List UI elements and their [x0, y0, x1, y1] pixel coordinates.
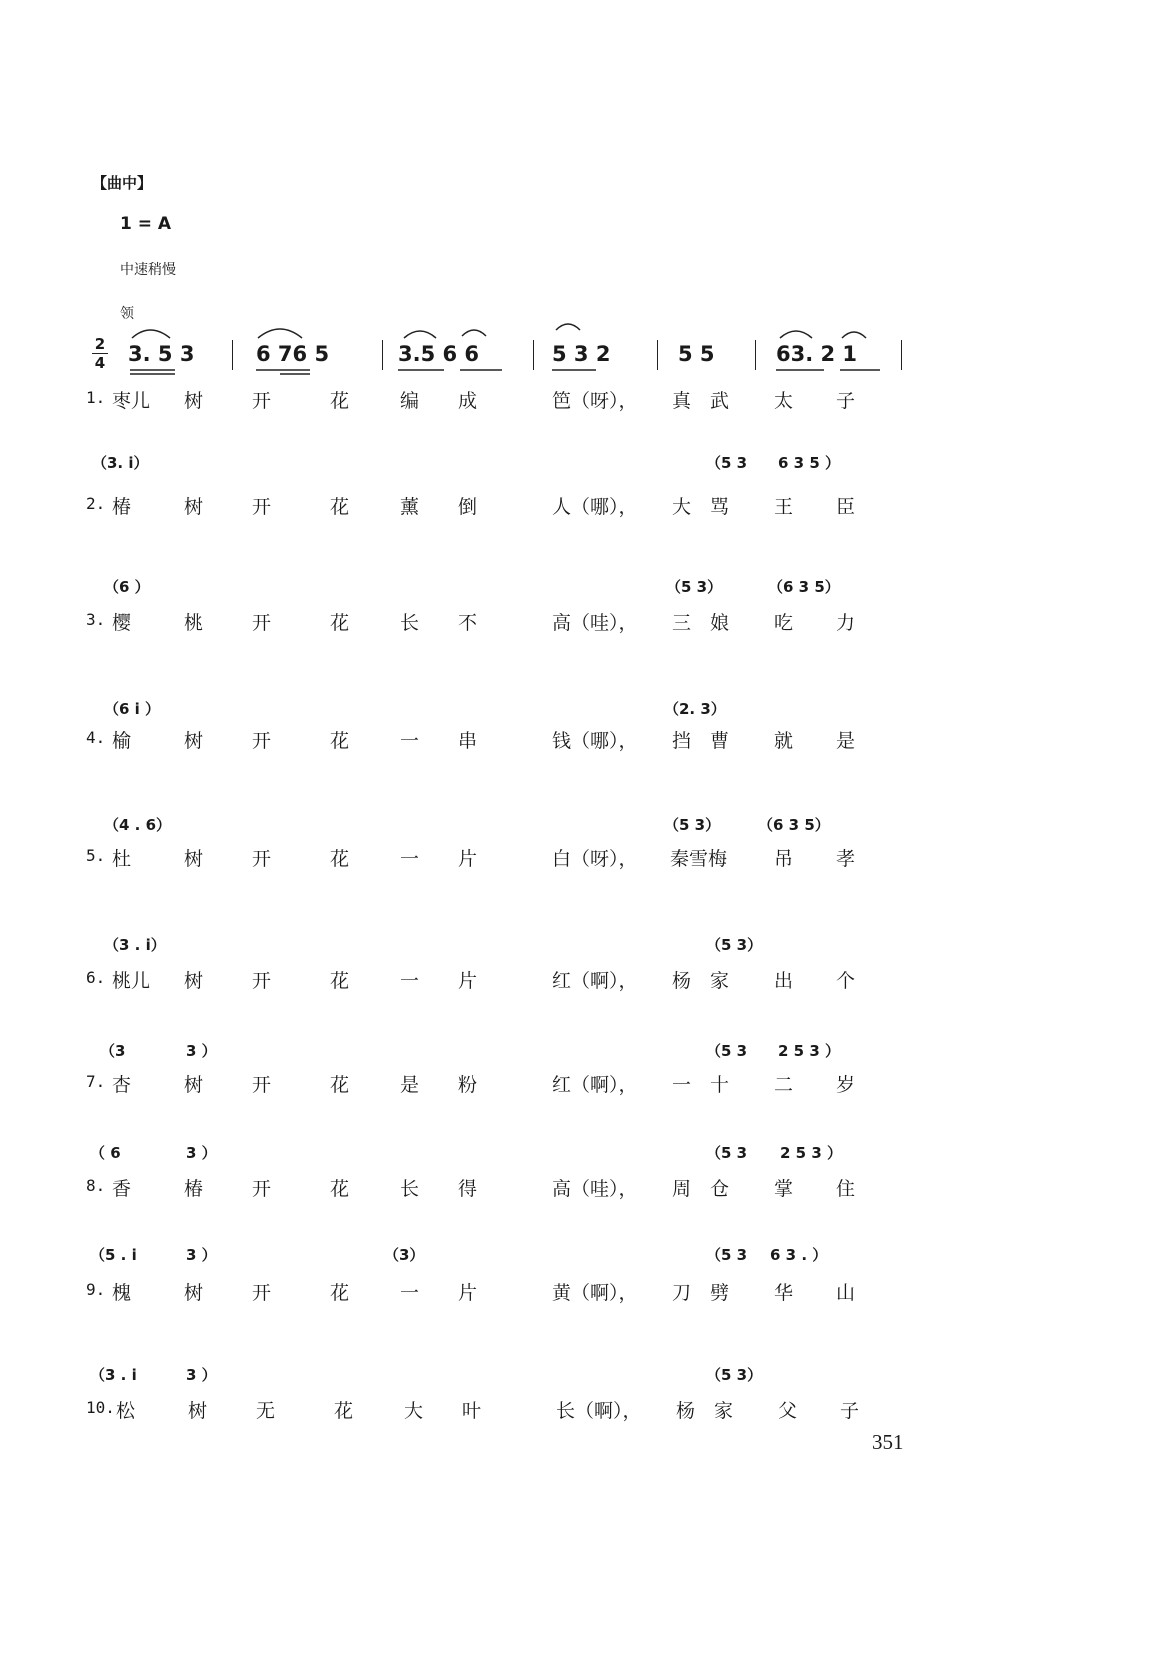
lyric-word: 三 — [672, 612, 692, 634]
page-number: 351 — [872, 1430, 904, 1454]
measure-6: 63. 2 1 — [776, 342, 858, 366]
lyric-word: 真 — [672, 390, 692, 412]
lyric-word: 住 — [836, 1178, 856, 1200]
lyric-word: 长（啊）， — [556, 1400, 642, 1422]
lyric-word: 开 — [252, 1178, 272, 1200]
fill-notation: 2 5 3 ） — [778, 1042, 840, 1060]
lyric-word: 武 — [710, 390, 730, 412]
fill-notation: （5 3） — [706, 1366, 763, 1384]
lyric-word: 开 — [252, 612, 272, 634]
lyric-word: 华 — [774, 1282, 794, 1304]
lyric-word: 娘 — [710, 612, 730, 634]
lyric-word: 杨 — [672, 970, 692, 992]
fill-notation: （2. 3） — [664, 700, 726, 718]
verse-number: 6. — [86, 968, 106, 987]
lyric-word: 吃 — [774, 612, 794, 634]
lyric-word: 长 — [400, 1178, 420, 1200]
fill-notation: （5 3） — [664, 816, 721, 834]
lyric-word: 红（啊）， — [552, 970, 638, 992]
fill-notation: （6 i ） — [104, 700, 161, 718]
lyric-word: 花 — [330, 1282, 350, 1304]
lyric-word: 成 — [458, 390, 478, 412]
key-signature: 1 = A — [120, 214, 172, 234]
lyric-word: 薰 — [400, 496, 420, 518]
lead-marking: 领 — [120, 306, 134, 322]
lyric-word: 开 — [252, 390, 272, 412]
fill-notation: （ 6 — [90, 1144, 121, 1162]
fill-notation: 3 ） — [186, 1042, 217, 1060]
lyric-word: 枣儿 — [112, 390, 151, 412]
lyric-word: 岁 — [836, 1074, 856, 1096]
fill-notation: （3 . i） — [104, 936, 166, 954]
lyric-word: 桃 — [184, 612, 204, 634]
lyric-word: 一 — [400, 848, 420, 870]
lyric-word: 花 — [330, 496, 350, 518]
lyric-word: 孝 — [836, 848, 856, 870]
lyric-word: 王 — [774, 496, 794, 518]
measure-1: 3. 5 3 — [128, 342, 195, 366]
lyric-word: 山 — [836, 1282, 856, 1304]
lyric-word: 太 — [774, 390, 794, 412]
verse-number: 9. — [86, 1280, 106, 1299]
fill-notation: （3 — [100, 1042, 126, 1060]
lyric-word: 吊 — [774, 848, 794, 870]
lyric-word: 周 — [672, 1178, 692, 1200]
section-heading: 【曲中】 — [92, 174, 153, 192]
lyric-word: 花 — [330, 390, 350, 412]
lyric-word: 粉 — [458, 1074, 478, 1096]
lyric-word: 开 — [252, 1282, 272, 1304]
lyric-word: 开 — [252, 1074, 272, 1096]
verse-number: 1. — [86, 388, 106, 407]
lyric-word: 一 — [400, 1282, 420, 1304]
lyric-word: 树 — [184, 496, 204, 518]
lyric-word: 树 — [184, 730, 204, 752]
verse-number: 8. — [86, 1176, 106, 1195]
lyric-word: 臣 — [836, 496, 856, 518]
verse-number: 3. — [86, 610, 106, 629]
lyric-word: 开 — [252, 848, 272, 870]
lyric-word: 笆（呀）， — [552, 390, 638, 412]
lyric-word: 桃儿 — [112, 970, 151, 992]
lyric-word: 倒 — [458, 496, 478, 518]
time-signature-bottom: 4 — [94, 354, 106, 372]
verse-number: 10. — [86, 1398, 115, 1417]
lyric-word: 编 — [400, 390, 420, 412]
lyric-word: 掌 — [774, 1178, 794, 1200]
lyric-word: 开 — [252, 970, 272, 992]
lyric-word: 是 — [836, 730, 856, 752]
fill-notation: （5 3 — [706, 1246, 748, 1264]
fill-notation: （3 . i — [90, 1366, 137, 1384]
lyric-word: 人（哪）， — [552, 496, 638, 518]
lyric-word: 花 — [330, 848, 350, 870]
lyric-word: 树 — [184, 848, 204, 870]
lyric-word: 花 — [330, 1178, 350, 1200]
lyric-word: 串 — [458, 730, 478, 752]
verse-number: 7. — [86, 1072, 106, 1091]
fill-notation: （6 ） — [104, 578, 150, 596]
verse-number: 4. — [86, 728, 106, 747]
lyric-word: 开 — [252, 496, 272, 518]
fill-notation: （5 3） — [706, 936, 763, 954]
time-signature-top: 2 — [94, 335, 106, 353]
lyric-word: 劈 — [710, 1282, 730, 1304]
lyric-word: 秦雪梅 — [670, 848, 728, 870]
fill-notation: 2 5 3 ） — [780, 1144, 842, 1162]
lyric-word: 杏 — [112, 1074, 132, 1096]
lyric-word: 刀 — [672, 1282, 692, 1304]
lyric-word: 树 — [184, 390, 204, 412]
lyric-word: 树 — [184, 970, 204, 992]
lyric-word: 十 — [710, 1074, 730, 1096]
lyric-word: 松 — [116, 1400, 136, 1422]
lyric-word: 大 — [672, 496, 692, 518]
fill-notation: （5 3 — [706, 1042, 748, 1060]
fill-notation: 3 ） — [186, 1246, 217, 1264]
fill-notation: （5 . i — [90, 1246, 137, 1264]
lyric-word: 榆 — [112, 730, 132, 752]
lyric-word: 钱（哪）， — [552, 730, 638, 752]
lyric-word: 父 — [778, 1400, 798, 1422]
fill-notation: （5 3 — [706, 1144, 748, 1162]
lyric-word: 子 — [836, 390, 856, 412]
measure-2: 6 76 5 — [256, 342, 330, 366]
lyric-word: 树 — [188, 1400, 208, 1422]
lyric-word: 出 — [774, 970, 794, 992]
lyric-word: 白（呀）， — [552, 848, 638, 870]
fill-notation: （6 3 5） — [758, 816, 830, 834]
lyric-word: 一 — [672, 1074, 692, 1096]
lyric-word: 椿 — [184, 1178, 204, 1200]
lyric-word: 不 — [458, 612, 478, 634]
lyric-word: 高（哇）， — [552, 612, 638, 634]
lyric-word: 个 — [836, 970, 856, 992]
fill-notation: （6 3 5） — [768, 578, 840, 596]
lyric-word: 二 — [774, 1074, 794, 1096]
lyric-word: 树 — [184, 1282, 204, 1304]
lyric-word: 杨 — [676, 1400, 696, 1422]
fill-notation: （3. i） — [92, 454, 149, 472]
lyric-word: 香 — [112, 1178, 132, 1200]
lyric-word: 得 — [458, 1178, 478, 1200]
lyric-word: 开 — [252, 730, 272, 752]
lyric-word: 无 — [256, 1400, 276, 1422]
lyric-word: 槐 — [112, 1282, 132, 1304]
lyric-word: 骂 — [710, 496, 730, 518]
lyric-word: 叶 — [462, 1400, 482, 1422]
lyric-word: 家 — [710, 970, 730, 992]
lyric-word: 樱 — [112, 612, 132, 634]
fill-notation: 3 ） — [186, 1366, 217, 1384]
lyric-word: 曹 — [710, 730, 730, 752]
lyric-word: 花 — [330, 1074, 350, 1096]
lyric-word: 花 — [334, 1400, 354, 1422]
lyric-word: 就 — [774, 730, 794, 752]
lyric-word: 片 — [458, 1282, 478, 1304]
fill-notation: 3 ） — [186, 1144, 217, 1162]
tempo-marking: 中速稍慢 — [120, 262, 176, 278]
lyric-word: 红（啊）， — [552, 1074, 638, 1096]
measure-4: 5 3 2 — [552, 342, 611, 366]
lyric-word: 仓 — [710, 1178, 730, 1200]
lyric-word: 片 — [458, 970, 478, 992]
fill-notation: （5 3） — [666, 578, 723, 596]
lyric-word: 是 — [400, 1074, 420, 1096]
fill-notation: 6 3 . ） — [770, 1246, 828, 1264]
fill-notation: （4 . 6） — [104, 816, 172, 834]
lyric-word: 黄（啊）， — [552, 1282, 638, 1304]
lyric-word: 椿 — [112, 496, 132, 518]
fill-notation: 6 3 5 ） — [778, 454, 840, 472]
lyric-word: 树 — [184, 1074, 204, 1096]
lyric-word: 力 — [836, 612, 856, 634]
lyric-word: 家 — [714, 1400, 734, 1422]
lyric-word: 长 — [400, 612, 420, 634]
fill-notation: （5 3 — [706, 454, 748, 472]
lyric-word: 子 — [840, 1400, 860, 1422]
fill-notation: （3） — [384, 1246, 425, 1264]
verse-number: 5. — [86, 846, 106, 865]
lyric-word: 一 — [400, 730, 420, 752]
lyric-word: 一 — [400, 970, 420, 992]
lyric-word: 花 — [330, 612, 350, 634]
lyric-word: 大 — [404, 1400, 424, 1422]
lyric-word: 杜 — [112, 848, 132, 870]
verse-number: 2. — [86, 494, 106, 513]
lyric-word: 花 — [330, 730, 350, 752]
lyric-word: 花 — [330, 970, 350, 992]
measure-3: 3.5 6 6 — [398, 342, 480, 366]
lyric-word: 挡 — [672, 730, 692, 752]
measure-5: 5 5 — [678, 342, 715, 366]
lyric-word: 高（哇）， — [552, 1178, 638, 1200]
lyric-word: 片 — [458, 848, 478, 870]
